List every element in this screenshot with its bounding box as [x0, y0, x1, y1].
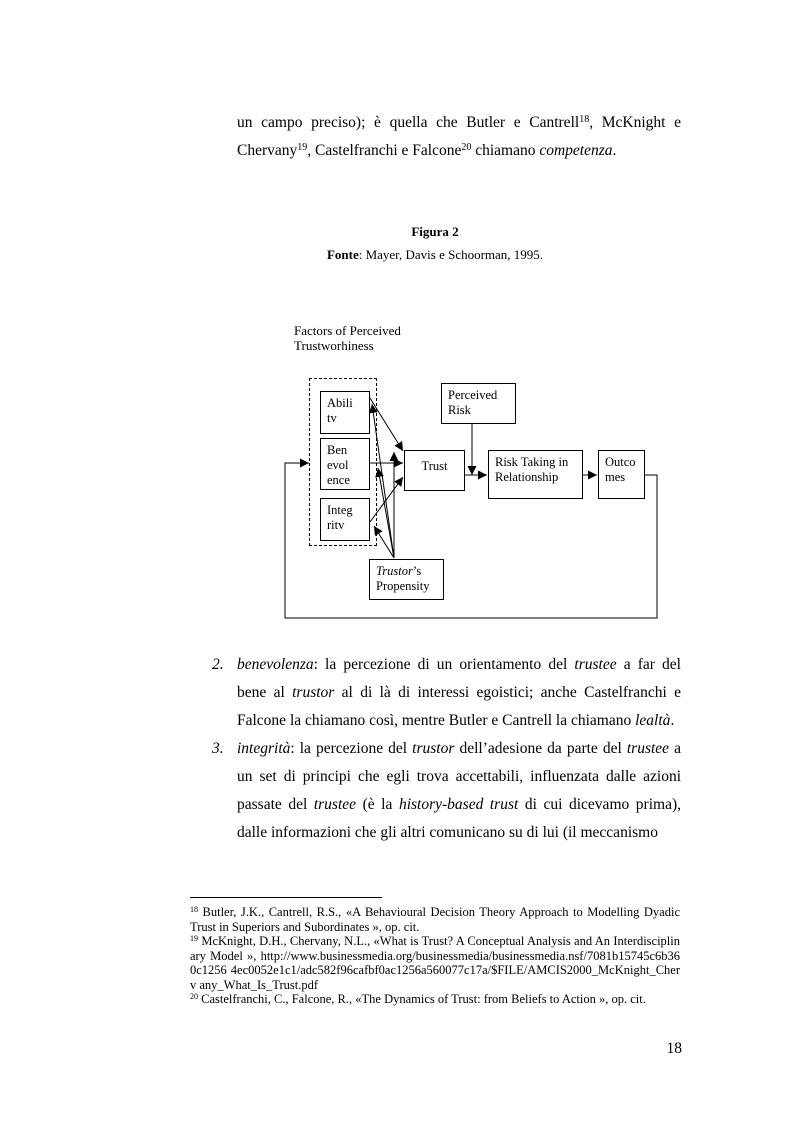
integrity-box: Integ ritv — [320, 498, 370, 541]
footnote-18: $^{18}$ Butler, J.K., Cantrell, R.S., «A Behavioural Decision Theory Approach to Modelling Dyadic Trust in Superiors and Subordinates », op. cit. — [190, 905, 680, 934]
outcomes-box: Outco mes — [598, 450, 645, 499]
list-item: 3. integrità: la percezione del trustor dell’adesione da parte del trustee a un set di principi che egli trova accettabili, influenzata dalle azioni passate del trustee (è la history-based trust di cui dicevamo prima), dalle informazioni che gli altri comunicano su di lui (il meccanismo — [212, 740, 681, 841]
footnote-19: $^{19}$ McKnight, D.H., Chervany, N.L., «What is Trust? A Conceptual Analysis and An Interdisciplinary Model », http://www.businessmedia.org/businessmedia/businessmedia.nsf/7081b15745c6b360c1256 4ec0052e1c1/adc582f96cafbf0ac1256a560077c17a/$FILE/AMCIS2000_McKnight_Cherv any_What_Is_Trust.pdf — [190, 934, 680, 992]
factors-title: Factors of Perceived Trustworhiness — [294, 323, 401, 353]
perceived-risk-box: Perceived Risk — [441, 383, 516, 424]
benevolence-box: Ben evol ence — [320, 438, 370, 490]
footnotes — [190, 905, 680, 1007]
footnote-rule — [190, 897, 382, 898]
numbered-list — [212, 651, 681, 847]
figure-title: Figura 2 — [411, 224, 459, 239]
footnote-20: $^{20}$ Castelfranchi, C., Falcone, R., «The Dynamics of Trust: from Beliefs to Action », op. cit. — [190, 992, 646, 1006]
trust-box: Trust — [404, 450, 465, 491]
figure-source: Fonte: Mayer, Davis e Schoorman, 1995. — [326, 247, 544, 262]
page-number: 18 — [666, 1040, 682, 1057]
ability-box: Abili tv — [320, 391, 370, 434]
propensity-to-ability-arrow — [372, 404, 394, 558]
propensity-box: Trustor’s Propensity — [369, 559, 444, 600]
risk-taking-box: Risk Taking in Relationship — [488, 450, 583, 499]
intro-paragraph: un campo preciso); è quella che Butler e Cantrell$^{18}$, McKnight e Chervany$^{19}$, Castelfranchi e Falcone$^{20}$ chiamano competenza. — [237, 114, 681, 159]
list-item: 2. benevolenza: la percezione di un orientamento del trustee a far del bene al trustor al di là di interessi egoistici; anche Castelfranchi e Falcone la chiamano così, mentre Butler e Cantrell la chiamano lealtà. — [212, 656, 681, 729]
